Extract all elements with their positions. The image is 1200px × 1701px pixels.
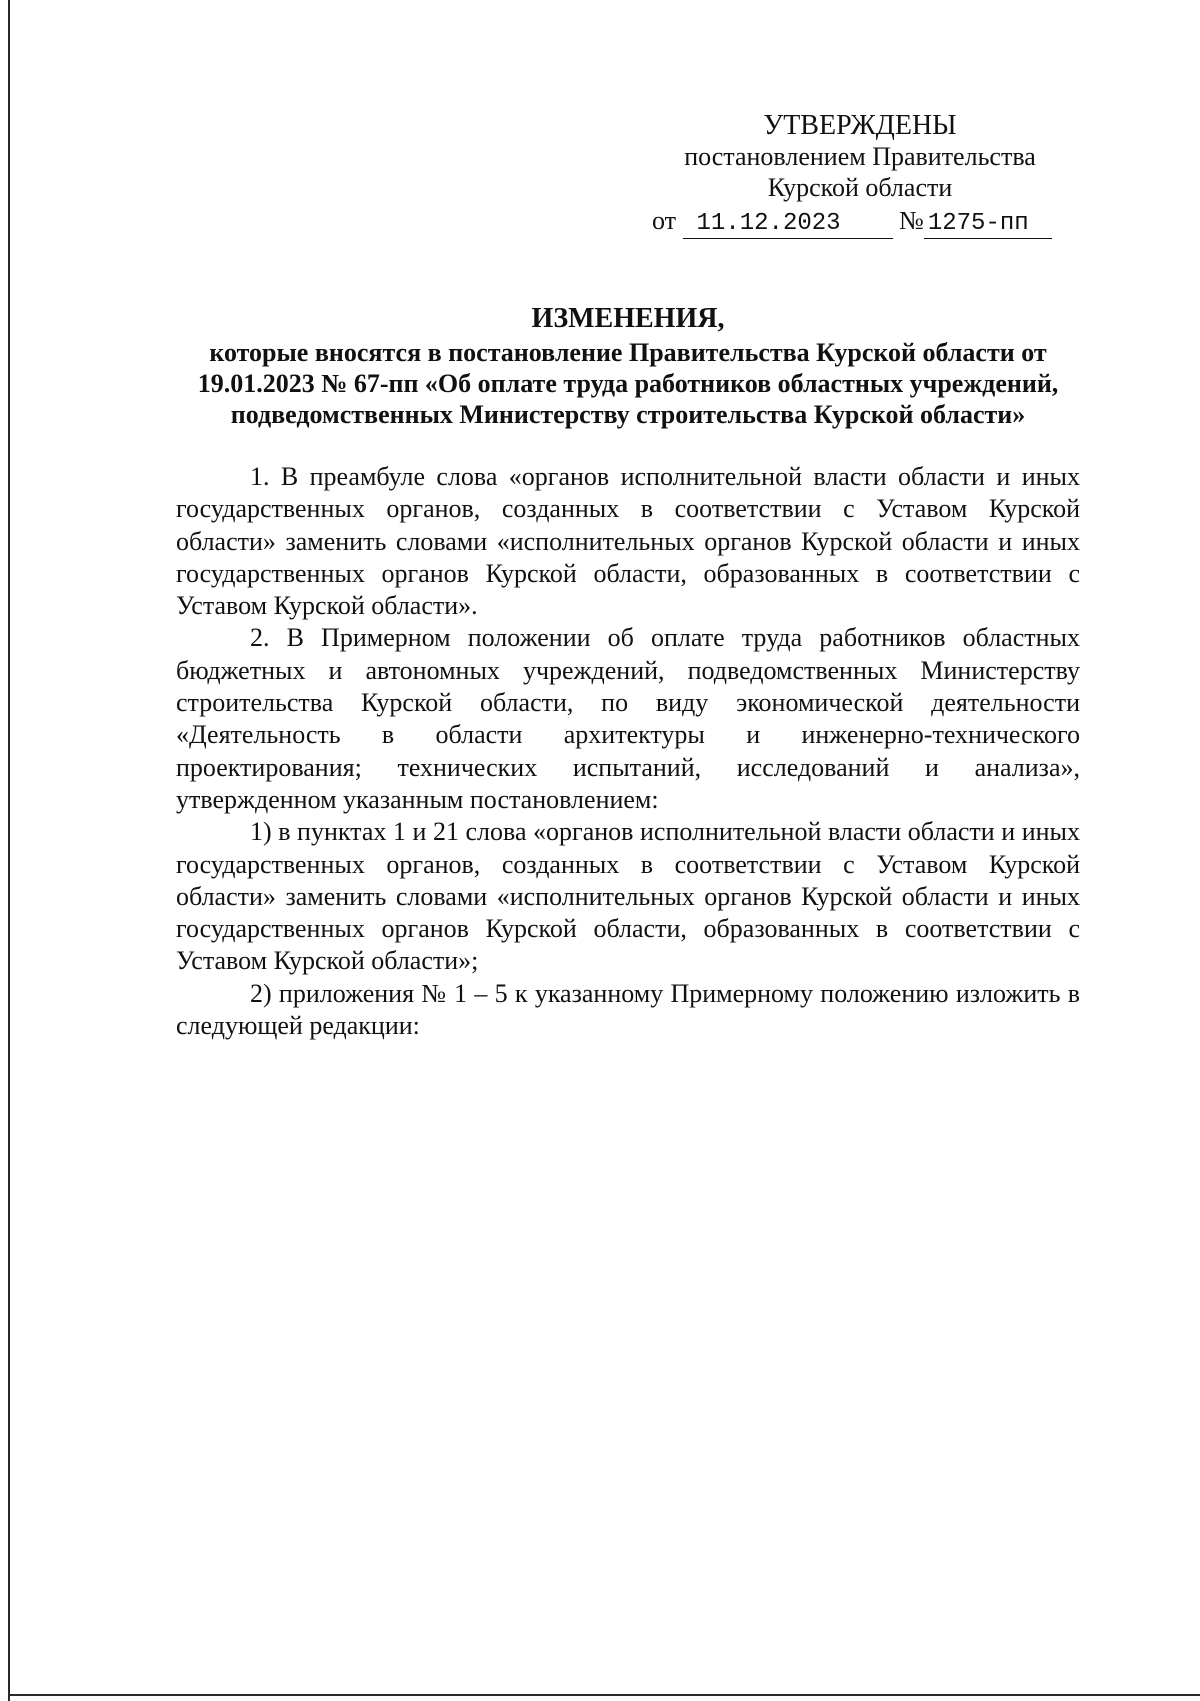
approval-stamp-block — [640, 110, 1080, 239]
document-heading — [170, 303, 1086, 430]
scan-border-bottom — [8, 1694, 1200, 1696]
approval-title: УТВЕРЖДЕНЫ — [763, 110, 957, 141]
approval-date-line — [640, 205, 1080, 239]
approval-line-1: постановлением Правительства — [684, 142, 1036, 171]
heading-subtitle: которые вносятся в постановление Правительства Курской области от 19.01.2023 № 67-пп «Об оплате труда работников областных учреждений, подведомственных Министерству строительства Курской области» — [197, 338, 1059, 429]
approval-line-2: Курской области — [767, 173, 953, 202]
approval-number: 1275-пп — [924, 210, 1052, 239]
paragraph-1: 1. В преамбуле слова «органов исполнительной власти области и иных государственных органов, созданных в соответствии с Уставом Курской области» заменить словами «исполнительных органов Курской области и иных государственных органов Курской области, образованных в соответствии с Уставом Курской области». — [176, 462, 1080, 621]
paragraph-2: 2. В Примерном положении об оплате труда работников областных бюджетных и автономных учреждений, подведомственных Министерству строительства Курской области, по виду экономической деятельности «Деятельность в области архитектуры и инженерно-технического проектирования; технических испытаний, исследований и анализа», утвержденном указанным постановлением: — [176, 623, 1080, 814]
number-prefix: № — [899, 206, 924, 235]
approval-date: 11.12.2023 — [683, 210, 893, 239]
heading-title: ИЗМЕНЕНИЯ, — [531, 303, 725, 334]
scan-border-left — [8, 0, 10, 1701]
paragraph-4: 2) приложения № 1 – 5 к указанному Примерному положению изложить в следующей редакции: — [176, 978, 1080, 1041]
date-prefix: от — [652, 206, 677, 235]
paragraph-3: 1) в пунктах 1 и 21 слова «органов исполнительной власти области и иных государственных органов, созданных в соответствии с Уставом Курской области» заменить словами «исполнительных органов Курской области и иных государственных органов Курской области, образованных в соответствии с Уставом Курской области»; — [176, 817, 1080, 976]
document-body — [176, 461, 1080, 1042]
